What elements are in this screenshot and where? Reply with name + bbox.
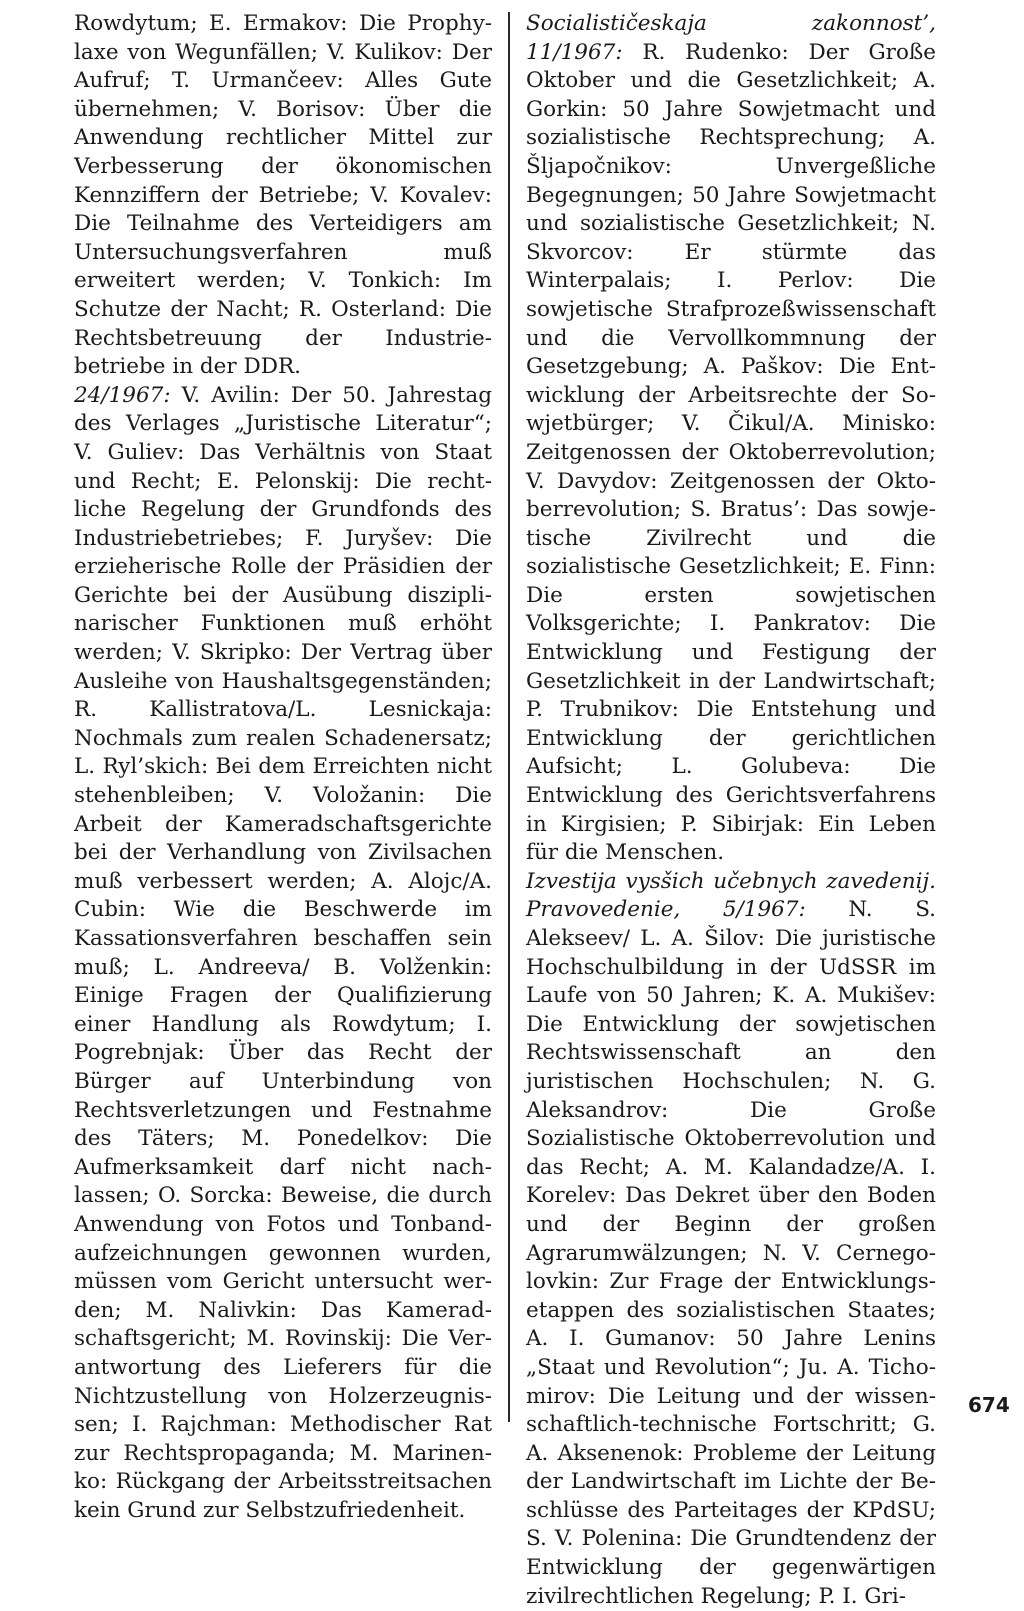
right-paragraph-1-text: R. Rudenko: Der Große Oktober und die Gesetzlichkeit; A. Gorkin: 50 Jahre Sowjetmacht und sozialistische Rechtsprechung; A. Šljapočnikov: Unvergeßliche Begegnungen; 50 Jahre Sowjetmacht und sozialistische Gesetzlichkeit; N. Skvorcov: Er stürmte das Winterpalais; I. Perlov: Die sowjetische Strafprozeßwissenschaft und die Vervollkommnung der Gesetzgebung; A. Paškov: Die Entwicklung der Arbeitsrechte der Sowjetbürger; V. Čikul/A. Minisko: Zeitgenossen der Oktoberrevolution; V. Davydov: Zeitgenossen der Oktoberrevolution; S. Bratus’: Das sowjetische Zivilrecht und die sozialistische Gesetzlichkeit; E. Finn: Die ersten sowjetischen Volksgerichte; I. Pankratov: Die Entwicklung und Festigung der Gesetzlichkeit in der Landwirtschaft; P. Trubnikov: Die Entstehung und Entwicklung der gerichtlichen Aufsicht; L. Golubeva: Die Entwicklung des Gerichtsverfahrens in Kirgisien; P. Sibirjak: Ein Leben für die Menschen. [526,39,936,866]
left-paragraph-1: Rowdytum; E. Ermakov: Die Prophylaxe von Wegunfällen; V. Kulikov: Der Aufruf; T. Urmančeev: Alles Gute übernehmen; V. Borisov: Über die Anwendung rechtlicher Mittel zur Verbesserung der ökonomischen Kennziffern der Betriebe; V. Kovalev: Die Teilnahme des Verteidigers am Untersuchungsverfahren muß erweitert werden; V. Tonkich: Im Schutze der Nacht; R. Osterland: Die Rechtsbetreuung der Industriebetriebe in der DDR. [74,11,492,380]
page-number: 674 [968,1393,1010,1417]
right-paragraph-2-text: N. S. Alekseev/ L. A. Šilov: Die juristische Hochschulbildung in der UdSSR im Laufe von 50 Jahren; K. A. Mukišev: Die Entwicklung der sowjetischen Rechtswissenschaft an den juristischen Hochschulen; N. G. Aleksandrov: Die Große Sozialistische Oktoberrevolution und das Recht; A. M. Kalandadze/A. I. Korelev: Das Dekret über den Boden und der Beginn der großen Agrarumwälzungen; N. V. Cernegolovkin: Zur Frage der Entwicklungsetappen des sozialistischen Staates; A. I. Gumanov: 50 Jahre Lenins „Staat und Revolution“; Ju. A. Tichomirov: Die Leitung und der wissenschaftlich-technische Fortschritt; G. A. Aksenenok: Probleme der Leitung der Landwirtschaft im Lichte der Beschlüsse des Parteitages der KPdSU; S. V. Polenina: Die Grundtendenz der Entwicklung der gegenwärtigen zivilrechtlichen Regelung; P. I. Gri- [526,897,936,1609]
column-divider [508,12,510,1422]
left-paragraph-2-label: 24/1967: [74,382,171,408]
right-column [526,10,936,1611]
right-paragraph-1-label: Socialističeskaja zakonnost’, 11/1967: [526,11,936,65]
right-paragraph-2-label: Izvestija vysšich učebnych zavedenij. Pravovedenie, 5/1967: [526,868,936,923]
right-paragraph-2 [526,868,936,1611]
right-paragraph-1 [526,10,936,868]
left-column [74,10,492,1525]
left-paragraph-2-text: V. Avilin: Der 50. Jahrestag des Verlages „Juristische Literatur“; V. Guliev: Das Verhältnis von Staat und Recht; E. Pelonskij: Die rechtliche Regelung der Grundfonds des Industriebetriebes; F. Juryšev: Die erzieherische Rolle der Präsidien der Gerichte bei der Ausübung disziplinarischer Funktionen muß erhöht werden; V. Skripko: Der Vertrag über Ausleihe von Haushaltsgegenständen; R. Kallistratova/L. Lesnickaja: Nochmals zum realen Schadenersatz; L. Ryl’skich: Bei dem Erreichten nicht stehenbleiben; V. Voložanin: Die Arbeit der Kameradschaftsgerichte bei der Verhandlung von Zivilsachen muß verbessert werden; A. Alojc/A. Cubin: Wie die Beschwerde im Kassationsverfahren beschaffen sein muß; L. Andreeva/ B. Volženkin: Einige Fragen der Qualifizierung einer Handlung als Rowdytum; I. Pogrebnjak: Über das Recht der Bürger auf Unterbindung von Rechtsverletzungen und Festnahme des Täters; M. Ponedelkov: Die Aufmerksamkeit darf nicht nachlassen; O. Sorcka: Beweise, die durch Anwendung von Fotos und Tonbandaufzeichnungen gewonnen wurden, müssen vom Gericht untersucht werden; M. Nalivkin: Das Kameradschaftsgericht; M. Rovinskij: Die Verantwortung des Lieferers für die Nichtzustellung von Holzerzeugnissen; I. Rajchman: Methodischer Rat zur Rechtspropaganda; M. Marinenko: Rückgang der Arbeitsstreitsachen kein Grund zur Selbstzufriedenheit. [74,382,492,1523]
left-paragraph-2 [74,382,492,1526]
